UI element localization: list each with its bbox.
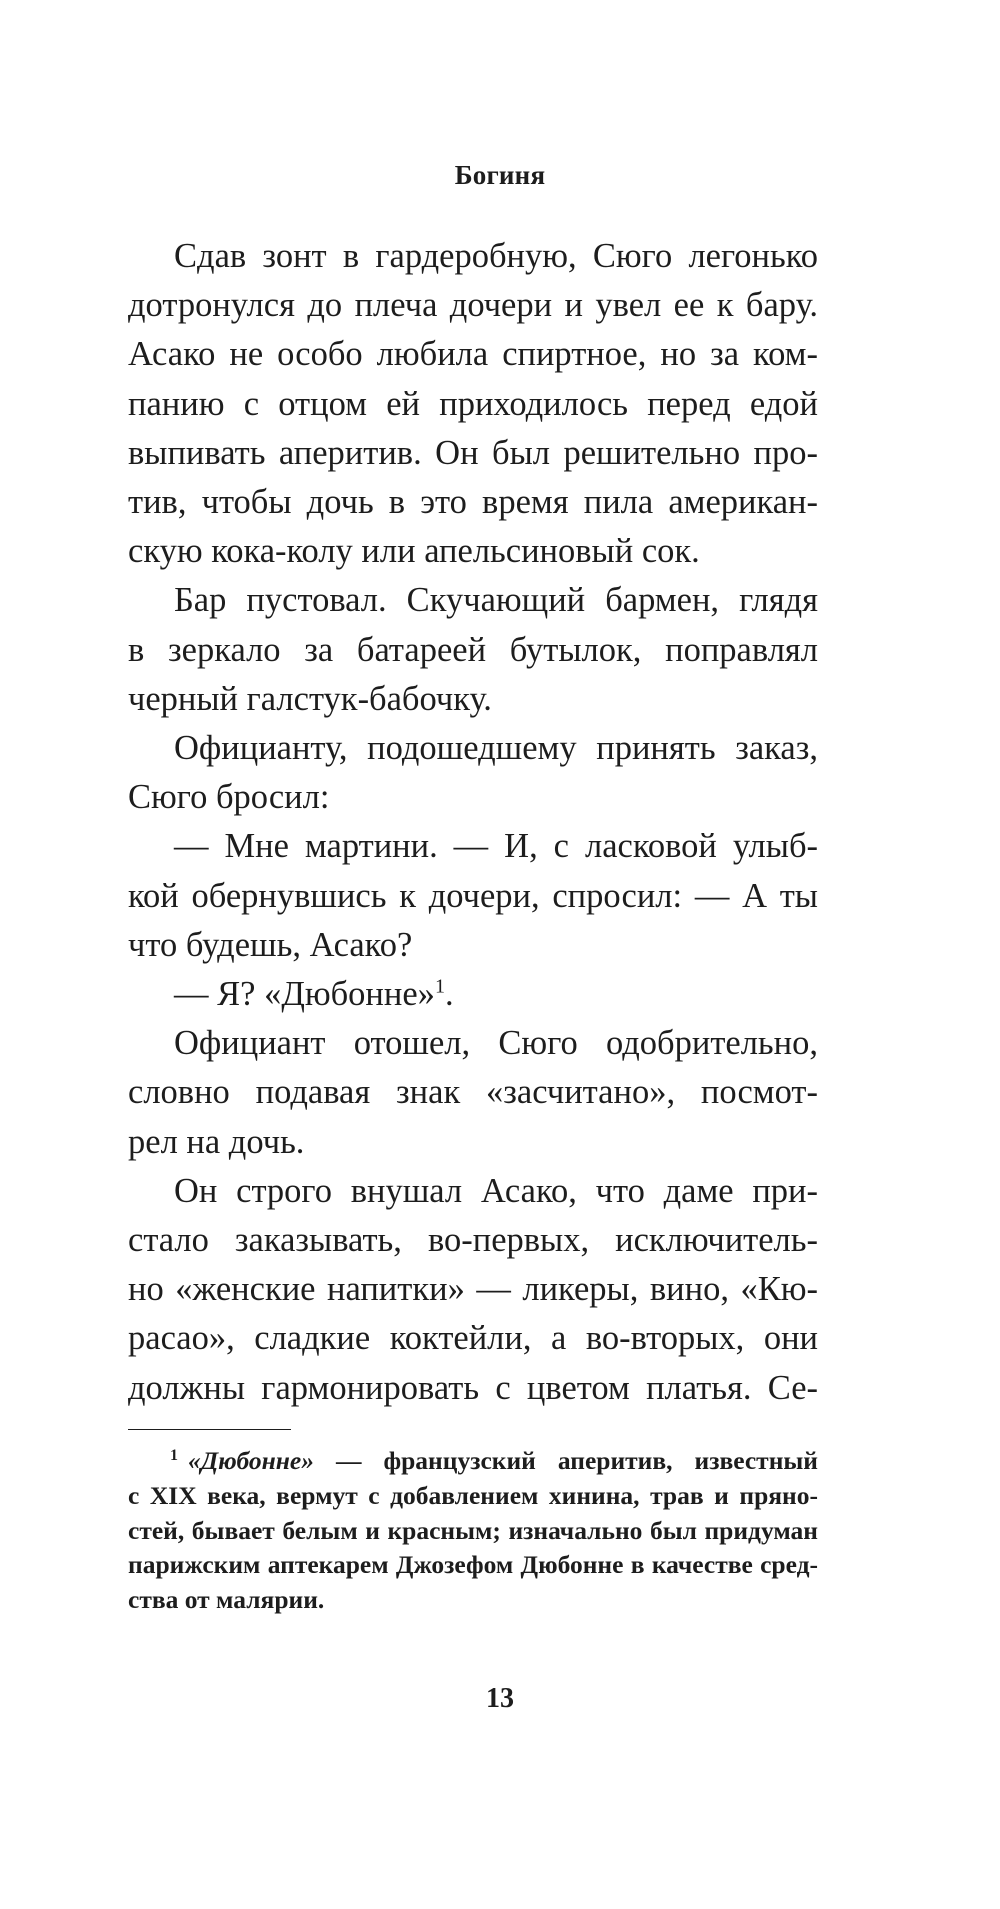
text-line: рел на дочь. bbox=[128, 1122, 305, 1161]
text-line: Бар пустовал. Скучающий бармен, глядя bbox=[174, 581, 818, 620]
text-line: выпивать аперитив. Он был решительно про- bbox=[128, 433, 818, 472]
paragraph-2 bbox=[128, 576, 818, 724]
footnote-line: стей, бывает белым и красным; изначально был придуман bbox=[128, 1515, 818, 1545]
footnote bbox=[128, 1444, 818, 1618]
paragraph-1 bbox=[128, 232, 818, 576]
text-line: черный галстук-бабочку. bbox=[128, 679, 492, 718]
text-line: кой обернувшись к дочери, спросил: — А ты bbox=[128, 876, 818, 915]
footnote-divider bbox=[128, 1429, 291, 1430]
text-line: Сюго бросил: bbox=[128, 778, 330, 817]
text-line: стало заказывать, во-первых, исключитель- bbox=[128, 1221, 818, 1260]
text-line: панию с отцом ей приходилось перед едой bbox=[128, 384, 818, 423]
footnote-line bbox=[128, 1444, 818, 1479]
dialogue-text: — Я? «Дюбонне» bbox=[174, 975, 435, 1014]
running-head: Богиня bbox=[454, 160, 546, 190]
paragraph-4 bbox=[128, 822, 818, 970]
text-line: словно подавая знак «засчитано», посмот- bbox=[128, 1073, 818, 1112]
paragraph-7 bbox=[128, 1167, 818, 1413]
text-line: — Мне мартини. — И, с ласковой улыб- bbox=[174, 827, 818, 866]
footnote-marker: 1 bbox=[170, 1446, 178, 1464]
text-line: тив, чтобы дочь в это время пила американ- bbox=[128, 483, 818, 522]
text-line: но «женские напитки» — ликеры, вино, «Кю- bbox=[128, 1270, 818, 1309]
footnote-reference[interactable]: 1 bbox=[434, 975, 445, 998]
text-line: расао», сладкие коктейли, а во-вторых, они bbox=[128, 1319, 818, 1358]
text-line: что будешь, Асако? bbox=[128, 925, 413, 964]
text-line: Официанту, подошедшему принять заказ, bbox=[174, 729, 818, 768]
text-line: Официант отошел, Сюго одобрительно, bbox=[174, 1024, 818, 1063]
body-text bbox=[128, 232, 818, 1413]
footnote-line: парижским аптекарем Джозефом Дюбонне в качестве сред- bbox=[128, 1550, 818, 1580]
footnote-term: «Дюбонне» bbox=[188, 1446, 314, 1475]
text-line: Асако не особо любила спиртное, но за ком- bbox=[128, 335, 818, 374]
text-line: Он строго внушал Асако, что даме при- bbox=[174, 1171, 818, 1210]
text-line: дотронулся до плеча дочери и увел ее к бару. bbox=[128, 286, 818, 325]
footnote-line: ства от малярии. bbox=[128, 1585, 325, 1615]
page-number: 13 bbox=[486, 1683, 514, 1714]
text-line: должны гармонировать с цветом платья. Се- bbox=[128, 1368, 818, 1407]
text-line: Сдав зонт в гардеробную, Сюго легонько bbox=[174, 237, 818, 275]
footnote-line: с XIX века, вермут с добавлением хинина, трав и пряно- bbox=[128, 1480, 818, 1510]
text-line: в зеркало за батареей бутылок, поправлял bbox=[128, 630, 818, 669]
text-line: — Я? «Дюбонне»$^1$. bbox=[174, 975, 454, 1014]
paragraph-5 bbox=[128, 970, 818, 1019]
paragraph-3 bbox=[128, 724, 818, 822]
footnote-definition: — французский аперитив, известный bbox=[313, 1446, 818, 1475]
text-line: скую кока-колу или апельсиновый сок. bbox=[128, 532, 700, 571]
paragraph-6 bbox=[128, 1019, 818, 1167]
